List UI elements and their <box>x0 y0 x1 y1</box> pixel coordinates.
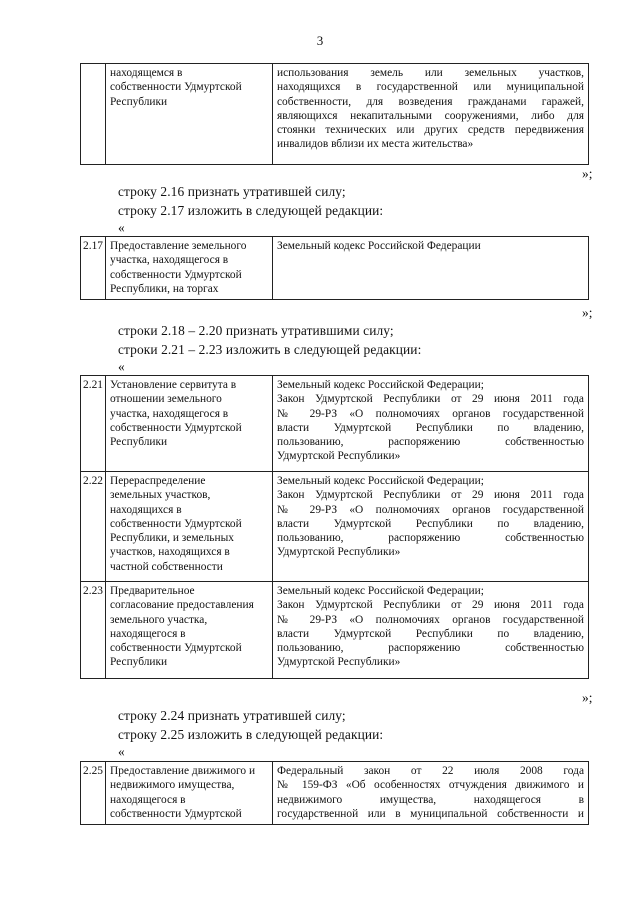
cell-line: собственности Удмуртской <box>110 807 242 820</box>
cell-line: Земельный кодекс Российской Федерации; <box>277 379 484 391</box>
service-name-cell <box>106 64 273 165</box>
cell-line: земельного участка, <box>110 613 208 626</box>
cell-line: частной собственности <box>110 560 223 573</box>
row-number <box>81 64 106 165</box>
table-row-2-25 <box>80 761 589 825</box>
paragraph: строку 2.24 признать утратившей силу; <box>118 708 346 723</box>
cell-line: Земельный кодекс Российской Федерации; <box>277 475 484 487</box>
page-number: 3 <box>316 33 324 48</box>
cell-line: находящихся в государственной или муниципальной <box>277 81 584 94</box>
cell-line: Федеральный закон от 22 июля 2008 года <box>277 765 584 777</box>
service-name-cell <box>106 472 273 582</box>
cell-line: Предварительное <box>110 585 195 597</box>
cell-line: использования земель или земельных участков, <box>277 67 584 79</box>
closing-quote: »; <box>582 305 593 320</box>
closing-quote: »; <box>582 166 593 181</box>
cell-line: стоянки технических или других средств передвижения <box>277 124 584 137</box>
cell-line: находящемся в <box>110 67 183 79</box>
paragraph: строку 2.16 признать утратившей силу; <box>118 184 346 199</box>
row-number: 2.21 <box>81 376 106 472</box>
paragraph: строку 2.25 изложить в следующей редакции: <box>118 727 384 742</box>
table-row <box>81 64 589 165</box>
row-number: 2.22 <box>81 472 106 582</box>
table-continuation <box>80 63 589 165</box>
cell-line: земельных участков, <box>110 489 211 502</box>
row-number: 2.23 <box>81 582 106 679</box>
cell-line: Закон Удмуртской Республики от 29 июня 2011 года <box>277 393 584 406</box>
cell-line: Республики, на торгах <box>110 282 219 295</box>
cell-line: Закон Удмуртской Республики от 29 июня 2011 года <box>277 599 584 612</box>
cell-line: Земельный кодекс Российской Федерации; <box>277 585 484 597</box>
cell-line: Республики, и земельных <box>110 532 234 545</box>
paragraph: строки 2.21 – 2.23 изложить в следующей редакции: <box>118 342 422 357</box>
cell-line: Удмуртской Республики» <box>277 656 401 669</box>
cell-line: Закон Удмуртской Республики от 29 июня 2011 года <box>277 489 584 502</box>
cell-line: № 29-РЗ «О полномочиях органов государственной <box>277 407 584 420</box>
service-name-cell <box>106 762 273 825</box>
service-name-cell <box>106 237 273 300</box>
cell-line: собственности Удмуртской <box>110 81 242 94</box>
cell-line: власти Удмуртской Республики по владению, <box>277 517 584 530</box>
cell-line: Предоставление земельного <box>110 240 247 252</box>
service-name-cell <box>106 582 273 679</box>
opening-quote: « <box>118 359 125 374</box>
table-row <box>81 376 589 472</box>
cell-line: Республики <box>110 656 168 669</box>
cell-line: власти Удмуртской Республики по владению, <box>277 421 584 434</box>
opening-quote: « <box>118 220 125 235</box>
cell-line: собственности Удмуртской <box>110 268 242 281</box>
cell-line: участков, находящихся в <box>110 546 230 559</box>
paragraph: строку 2.17 изложить в следующей редакции: <box>118 203 384 218</box>
cell-line: участка, находящегося в <box>110 407 229 420</box>
cell-line: согласование предоставления <box>110 599 254 612</box>
table-row <box>81 237 589 300</box>
cell-line: власти Удмуртской Республики по владению, <box>277 627 584 640</box>
service-name-cell <box>106 376 273 472</box>
table-row-2-17 <box>80 236 589 300</box>
opening-quote: « <box>118 744 125 759</box>
cell-line: находящегося в <box>110 793 186 806</box>
cell-line: Земельный кодекс Российской Федерации <box>277 240 481 252</box>
cell-line: государственной или в муниципальной собственности и <box>277 807 584 820</box>
cell-line: инвалидов вблизи их места жительства» <box>277 138 474 151</box>
legal-basis-cell <box>273 582 589 679</box>
table-row <box>81 582 589 679</box>
cell-line: № 29-РЗ «О полномочиях органов государственной <box>277 613 584 626</box>
cell-line: № 159-ФЗ «Об особенностях отчуждения движимого и <box>277 779 584 792</box>
table-row <box>81 472 589 582</box>
legal-basis-cell <box>273 64 589 165</box>
cell-line: Предоставление движимого и <box>110 765 256 777</box>
table-rows-2-21-2-23 <box>80 375 589 679</box>
paragraph: строки 2.18 – 2.20 признать утратившими силу; <box>118 323 394 338</box>
cell-line: недвижимого имущества, находящегося в <box>277 793 584 806</box>
cell-line: Перераспределение <box>110 475 206 487</box>
table-row <box>81 762 589 825</box>
cell-line: собственности Удмуртской <box>110 421 242 434</box>
legal-basis-cell <box>273 376 589 472</box>
cell-line: № 29-РЗ «О полномочиях органов государственной <box>277 503 584 516</box>
cell-line: недвижимого имущества, <box>110 779 235 792</box>
closing-quote: »; <box>582 690 593 705</box>
cell-line: собственности, для возведения гражданами гаражей, <box>277 95 584 108</box>
cell-line: собственности Удмуртской <box>110 517 242 530</box>
cell-line: Удмуртской Республики» <box>277 546 401 559</box>
legal-basis-cell <box>273 472 589 582</box>
cell-line: находящегося в <box>110 627 186 640</box>
cell-line: являющихся некапитальными сооружениями, либо для <box>277 109 584 122</box>
legal-basis-cell <box>273 762 589 825</box>
cell-line: пользованию, распоряжению собственностью <box>277 436 584 449</box>
cell-line: Удмуртской Республики» <box>277 450 401 463</box>
cell-line: Республики <box>110 95 168 108</box>
legal-basis-cell <box>273 237 589 300</box>
row-number: 2.17 <box>81 237 106 300</box>
cell-line: пользованию, распоряжению собственностью <box>277 532 584 545</box>
cell-line: Установление сервитута в <box>110 379 237 391</box>
cell-line: пользованию, распоряжению собственностью <box>277 642 584 655</box>
cell-line: участка, находящегося в <box>110 254 229 267</box>
row-number: 2.25 <box>81 762 106 825</box>
cell-line: отношении земельного <box>110 393 222 406</box>
cell-line: находящихся в <box>110 503 182 516</box>
cell-line: собственности Удмуртской <box>110 642 242 655</box>
cell-line: Республики <box>110 436 168 449</box>
